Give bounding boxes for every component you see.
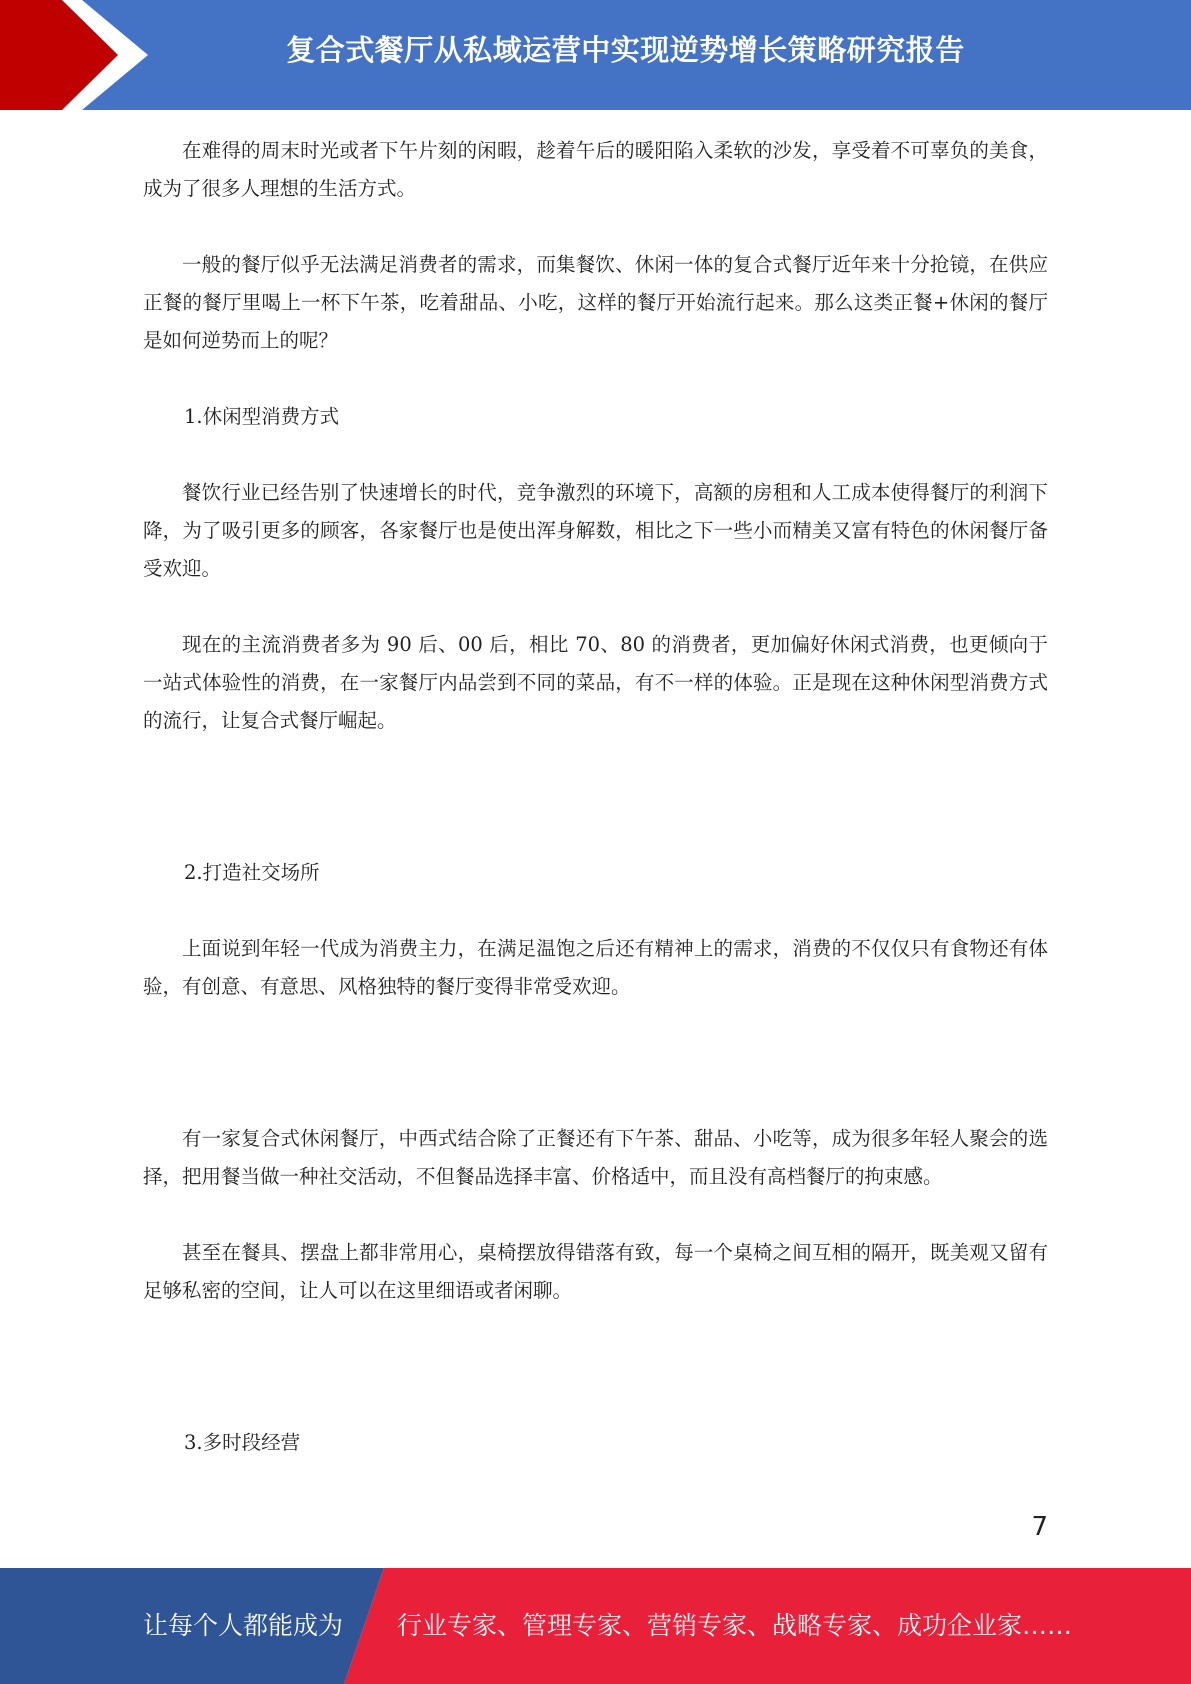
section-heading-3: 3.多时段经营 xyxy=(184,1431,301,1454)
paragraph-example-restaurant: 有一家复合式休闲餐厅，中西式结合除了正餐还有下午茶、甜品、小吃等，成为很多年轻人聚会的选择，把用餐当做一种社交活动，不但餐品选择丰富、价格适中，而且没有高档餐厅的拘束感。 xyxy=(143,1127,1048,1188)
page-footer xyxy=(0,1568,1191,1684)
page-number: 7 xyxy=(1031,1512,1048,1542)
paragraph-intro: 在难得的周末时光或者下午片刻的闲暇，趁着午后的暖阳陷入柔软的沙发，享受着不可辜负的美食，成为了很多人理想的生活方式。 xyxy=(143,139,1048,200)
paragraph-tableware: 甚至在餐具、摆盘上都非常用心，桌椅摆放得错落有致，每一个桌椅之间互相的隔开，既美观又留有足够私密的空间，让人可以在这里细语或者闲聊。 xyxy=(143,1241,1048,1302)
section-heading-2: 2.打造社交场所 xyxy=(184,861,320,884)
section-heading-1: 1.休闲型消费方式 xyxy=(184,405,340,428)
page-header xyxy=(0,0,1191,110)
document-body xyxy=(143,132,1048,1462)
footer-slogan-right: 行业专家、管理专家、营销专家、战略专家、成功企业家…… xyxy=(397,1611,1073,1640)
paragraph-question: 一般的餐厅似乎无法满足消费者的需求，而集餐饮、休闲一体的复合式餐厅近年来十分抢镜，在供应正餐的餐厅里喝上一杯下午茶，吃着甜品、小吃，这样的餐厅开始流行起来。那么这类正餐+休闲的餐厅是如何逆势而上的呢？ xyxy=(143,253,1048,352)
footer-slogan-left: 让每个人都能成为 xyxy=(143,1611,344,1640)
report-title: 复合式餐厅从私域运营中实现逆势增长策略研究报告 xyxy=(286,33,965,67)
paragraph-industry: 餐饮行业已经告别了快速增长的时代，竞争激烈的环境下，高额的房租和人工成本使得餐厅的利润下降，为了吸引更多的顾客，各家餐厅也是使出浑身解数，相比之下一些小而精美又富有特色的休闲餐厅备受欢迎。 xyxy=(143,481,1048,580)
paragraph-young-generation: 上面说到年轻一代成为消费主力，在满足温饱之后还有精神上的需求，消费的不仅仅只有食物还有体验，有创意、有意思、风格独特的餐厅变得非常受欢迎。 xyxy=(143,937,1048,998)
red-chevron-decoration xyxy=(0,0,150,110)
paragraph-consumers: 现在的主流消费者多为 90 后、00 后，相比 70、80 的消费者，更加偏好休闲式消费，也更倾向于一站式体验性的消费，在一家餐厅内品尝到不同的菜品，有不一样的体验。正是现在这种休闲型消费方式的流行，让复合式餐厅崛起。 xyxy=(143,633,1048,732)
